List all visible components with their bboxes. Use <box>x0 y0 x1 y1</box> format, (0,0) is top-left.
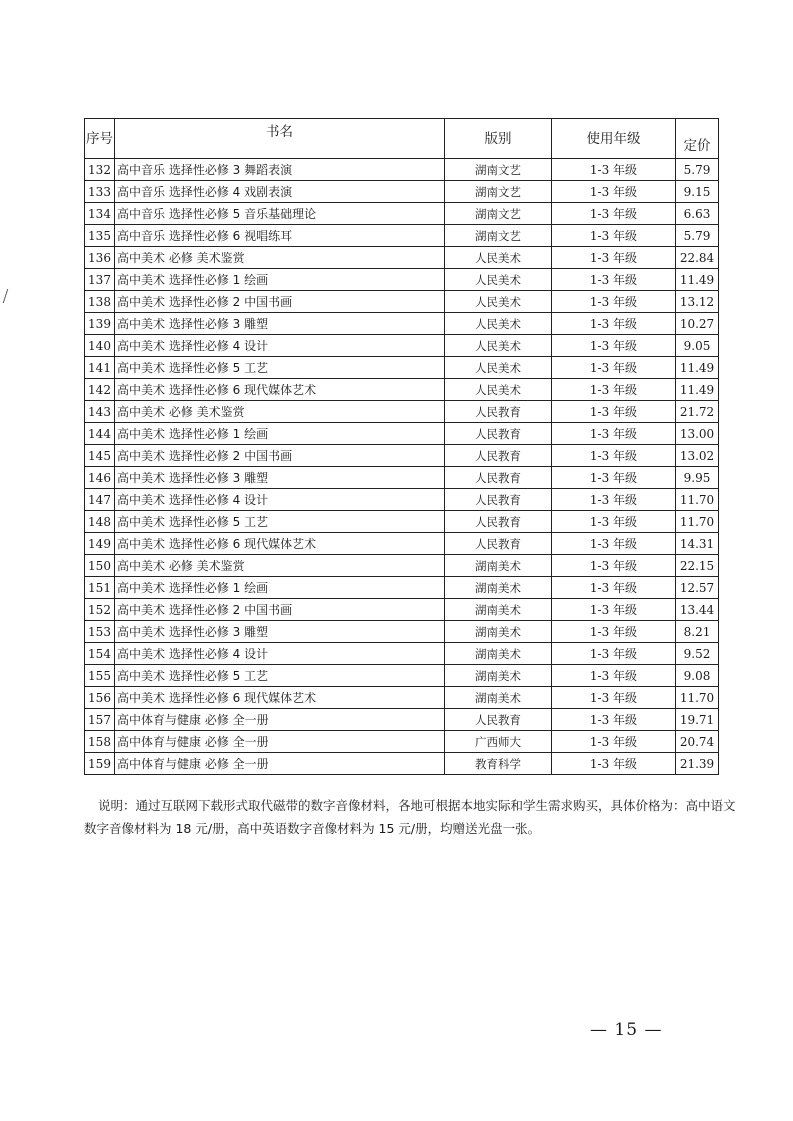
cell-serial-number: 142 <box>85 379 115 401</box>
cell-grade: 1-3 年级 <box>552 335 676 357</box>
table-row <box>85 401 719 423</box>
cell-grade: 1-3 年级 <box>552 357 676 379</box>
cell-book-title: 高中美术 必修 美术鉴赏 <box>115 555 445 577</box>
table-row <box>85 159 719 181</box>
cell-price: 9.52 <box>676 643 719 665</box>
cell-book-title: 高中体育与健康 必修 全一册 <box>115 753 445 775</box>
cell-book-title: 高中美术 选择性必修 3 雕塑 <box>115 467 445 489</box>
table-row <box>85 599 719 621</box>
cell-book-title: 高中美术 选择性必修 3 雕塑 <box>115 313 445 335</box>
table-row <box>85 687 719 709</box>
header-grade: 使用年级 <box>552 119 676 159</box>
cell-grade: 1-3 年级 <box>552 577 676 599</box>
cell-grade: 1-3 年级 <box>552 489 676 511</box>
cell-grade: 1-3 年级 <box>552 291 676 313</box>
cell-publisher: 人民美术 <box>445 357 552 379</box>
cell-price: 9.08 <box>676 665 719 687</box>
cell-price: 11.70 <box>676 687 719 709</box>
cell-price: 21.72 <box>676 401 719 423</box>
cell-publisher: 人民美术 <box>445 335 552 357</box>
cell-book-title: 高中美术 选择性必修 1 绘画 <box>115 577 445 599</box>
cell-publisher: 湖南美术 <box>445 555 552 577</box>
cell-grade: 1-3 年级 <box>552 313 676 335</box>
cell-serial-number: 151 <box>85 577 115 599</box>
cell-serial-number: 150 <box>85 555 115 577</box>
cell-book-title: 高中体育与健康 必修 全一册 <box>115 731 445 753</box>
cell-price: 10.27 <box>676 313 719 335</box>
cell-book-title: 高中美术 选择性必修 2 中国书画 <box>115 599 445 621</box>
cell-serial-number: 140 <box>85 335 115 357</box>
table-row <box>85 467 719 489</box>
table-row <box>85 357 719 379</box>
cell-serial-number: 157 <box>85 709 115 731</box>
table-row <box>85 709 719 731</box>
cell-price: 11.49 <box>676 379 719 401</box>
cell-price: 9.15 <box>676 181 719 203</box>
table-row <box>85 335 719 357</box>
cell-price: 11.70 <box>676 489 719 511</box>
table-row <box>85 181 719 203</box>
cell-price: 13.02 <box>676 445 719 467</box>
cell-publisher: 湖南文艺 <box>445 159 552 181</box>
cell-publisher: 人民教育 <box>445 511 552 533</box>
table-body <box>85 159 719 775</box>
table-row <box>85 731 719 753</box>
cell-price: 19.71 <box>676 709 719 731</box>
cell-serial-number: 143 <box>85 401 115 423</box>
cell-price: 9.05 <box>676 335 719 357</box>
cell-publisher: 湖南美术 <box>445 599 552 621</box>
cell-price: 22.15 <box>676 555 719 577</box>
cell-publisher: 人民教育 <box>445 467 552 489</box>
header-title: 书名 <box>115 119 445 159</box>
cell-book-title: 高中美术 选择性必修 6 现代媒体艺术 <box>115 687 445 709</box>
table-row <box>85 445 719 467</box>
cell-publisher: 湖南文艺 <box>445 225 552 247</box>
cell-serial-number: 138 <box>85 291 115 313</box>
cell-grade: 1-3 年级 <box>552 269 676 291</box>
booklist-table <box>84 118 719 775</box>
cell-book-title: 高中美术 选择性必修 3 雕塑 <box>115 621 445 643</box>
table-row <box>85 225 719 247</box>
cell-grade: 1-3 年级 <box>552 687 676 709</box>
table-row <box>85 643 719 665</box>
cell-price: 21.39 <box>676 753 719 775</box>
cell-grade: 1-3 年级 <box>552 159 676 181</box>
cell-price: 6.63 <box>676 203 719 225</box>
cell-publisher: 人民美术 <box>445 379 552 401</box>
cell-serial-number: 153 <box>85 621 115 643</box>
header-no: 序号 <box>85 119 115 159</box>
cell-publisher: 人民教育 <box>445 423 552 445</box>
cell-price: 11.70 <box>676 511 719 533</box>
cell-serial-number: 149 <box>85 533 115 555</box>
cell-book-title: 高中美术 选择性必修 4 设计 <box>115 335 445 357</box>
page-number: — 15 — <box>590 1020 663 1040</box>
cell-grade: 1-3 年级 <box>552 555 676 577</box>
cell-book-title: 高中体育与健康 必修 全一册 <box>115 709 445 731</box>
cell-grade: 1-3 年级 <box>552 731 676 753</box>
cell-publisher: 湖南美术 <box>445 687 552 709</box>
cell-price: 14.31 <box>676 533 719 555</box>
table-row <box>85 423 719 445</box>
cell-price: 13.00 <box>676 423 719 445</box>
cell-grade: 1-3 年级 <box>552 511 676 533</box>
cell-serial-number: 132 <box>85 159 115 181</box>
table-row <box>85 665 719 687</box>
cell-price: 12.57 <box>676 577 719 599</box>
header-publisher: 版别 <box>445 119 552 159</box>
cell-publisher: 人民美术 <box>445 247 552 269</box>
cell-grade: 1-3 年级 <box>552 445 676 467</box>
cell-book-title: 高中音乐 选择性必修 6 视唱练耳 <box>115 225 445 247</box>
cell-serial-number: 139 <box>85 313 115 335</box>
header-price: 定价 <box>676 119 719 159</box>
cell-serial-number: 134 <box>85 203 115 225</box>
table-row <box>85 291 719 313</box>
cell-publisher: 人民教育 <box>445 533 552 555</box>
cell-serial-number: 156 <box>85 687 115 709</box>
cell-serial-number: 136 <box>85 247 115 269</box>
cell-grade: 1-3 年级 <box>552 379 676 401</box>
cell-price: 11.49 <box>676 269 719 291</box>
cell-publisher: 湖南文艺 <box>445 181 552 203</box>
cell-serial-number: 148 <box>85 511 115 533</box>
cell-price: 11.49 <box>676 357 719 379</box>
cell-publisher: 湖南美术 <box>445 577 552 599</box>
header-row <box>85 119 719 159</box>
cell-book-title: 高中美术 选择性必修 4 设计 <box>115 643 445 665</box>
cell-grade: 1-3 年级 <box>552 533 676 555</box>
cell-book-title: 高中美术 必修 美术鉴赏 <box>115 401 445 423</box>
footnote: 说明：通过互联网下载形式取代磁带的数字音像材料，各地可根据本地实际和学生需求购买，具体价格为：高中语文数字音像材料为 18 元/册，高中英语数字音像材料为 15 元/册，均赠送光盘一张。 <box>84 798 736 836</box>
cell-price: 13.12 <box>676 291 719 313</box>
margin-pen-mark <box>3 289 12 303</box>
cell-book-title: 高中美术 选择性必修 2 中国书画 <box>115 291 445 313</box>
cell-publisher: 湖南文艺 <box>445 203 552 225</box>
cell-book-title: 高中美术 选择性必修 5 工艺 <box>115 511 445 533</box>
cell-serial-number: 155 <box>85 665 115 687</box>
table-row <box>85 247 719 269</box>
table-row <box>85 269 719 291</box>
cell-book-title: 高中音乐 选择性必修 3 舞蹈表演 <box>115 159 445 181</box>
cell-publisher: 湖南美术 <box>445 621 552 643</box>
cell-publisher: 人民美术 <box>445 313 552 335</box>
cell-publisher: 教育科学 <box>445 753 552 775</box>
table-row <box>85 379 719 401</box>
table-row <box>85 203 719 225</box>
cell-book-title: 高中音乐 选择性必修 4 戏剧表演 <box>115 181 445 203</box>
cell-grade: 1-3 年级 <box>552 225 676 247</box>
cell-book-title: 高中美术 选择性必修 6 现代媒体艺术 <box>115 379 445 401</box>
cell-grade: 1-3 年级 <box>552 599 676 621</box>
cell-grade: 1-3 年级 <box>552 709 676 731</box>
cell-price: 13.44 <box>676 599 719 621</box>
cell-grade: 1-3 年级 <box>552 181 676 203</box>
cell-price: 5.79 <box>676 159 719 181</box>
cell-price: 20.74 <box>676 731 719 753</box>
table-row <box>85 621 719 643</box>
cell-publisher: 人民教育 <box>445 445 552 467</box>
cell-publisher: 人民教育 <box>445 709 552 731</box>
cell-grade: 1-3 年级 <box>552 621 676 643</box>
cell-book-title: 高中美术 选择性必修 2 中国书画 <box>115 445 445 467</box>
cell-publisher: 湖南美术 <box>445 665 552 687</box>
cell-price: 8.21 <box>676 621 719 643</box>
table-header <box>85 119 719 159</box>
cell-grade: 1-3 年级 <box>552 401 676 423</box>
cell-publisher: 广西师大 <box>445 731 552 753</box>
cell-serial-number: 141 <box>85 357 115 379</box>
cell-grade: 1-3 年级 <box>552 203 676 225</box>
table-row <box>85 533 719 555</box>
cell-book-title: 高中音乐 选择性必修 5 音乐基础理论 <box>115 203 445 225</box>
cell-serial-number: 152 <box>85 599 115 621</box>
cell-publisher: 人民美术 <box>445 291 552 313</box>
cell-serial-number: 159 <box>85 753 115 775</box>
cell-serial-number: 147 <box>85 489 115 511</box>
cell-grade: 1-3 年级 <box>552 665 676 687</box>
cell-book-title: 高中美术 必修 美术鉴赏 <box>115 247 445 269</box>
table-row <box>85 753 719 775</box>
table-row <box>85 313 719 335</box>
table-row <box>85 489 719 511</box>
cell-grade: 1-3 年级 <box>552 467 676 489</box>
cell-serial-number: 145 <box>85 445 115 467</box>
cell-serial-number: 137 <box>85 269 115 291</box>
cell-book-title: 高中美术 选择性必修 5 工艺 <box>115 357 445 379</box>
cell-publisher: 人民美术 <box>445 269 552 291</box>
cell-price: 9.95 <box>676 467 719 489</box>
cell-serial-number: 154 <box>85 643 115 665</box>
table-row <box>85 555 719 577</box>
cell-price: 22.84 <box>676 247 719 269</box>
cell-serial-number: 146 <box>85 467 115 489</box>
cell-serial-number: 144 <box>85 423 115 445</box>
cell-publisher: 人民教育 <box>445 401 552 423</box>
cell-book-title: 高中美术 选择性必修 1 绘画 <box>115 423 445 445</box>
cell-serial-number: 135 <box>85 225 115 247</box>
cell-book-title: 高中美术 选择性必修 5 工艺 <box>115 665 445 687</box>
cell-book-title: 高中美术 选择性必修 6 现代媒体艺术 <box>115 533 445 555</box>
cell-book-title: 高中美术 选择性必修 4 设计 <box>115 489 445 511</box>
cell-serial-number: 158 <box>85 731 115 753</box>
cell-grade: 1-3 年级 <box>552 753 676 775</box>
cell-publisher: 湖南美术 <box>445 643 552 665</box>
cell-grade: 1-3 年级 <box>552 643 676 665</box>
cell-serial-number: 133 <box>85 181 115 203</box>
cell-publisher: 人民教育 <box>445 489 552 511</box>
cell-grade: 1-3 年级 <box>552 423 676 445</box>
cell-grade: 1-3 年级 <box>552 247 676 269</box>
table-row <box>85 511 719 533</box>
cell-book-title: 高中美术 选择性必修 1 绘画 <box>115 269 445 291</box>
table-row <box>85 577 719 599</box>
cell-price: 5.79 <box>676 225 719 247</box>
